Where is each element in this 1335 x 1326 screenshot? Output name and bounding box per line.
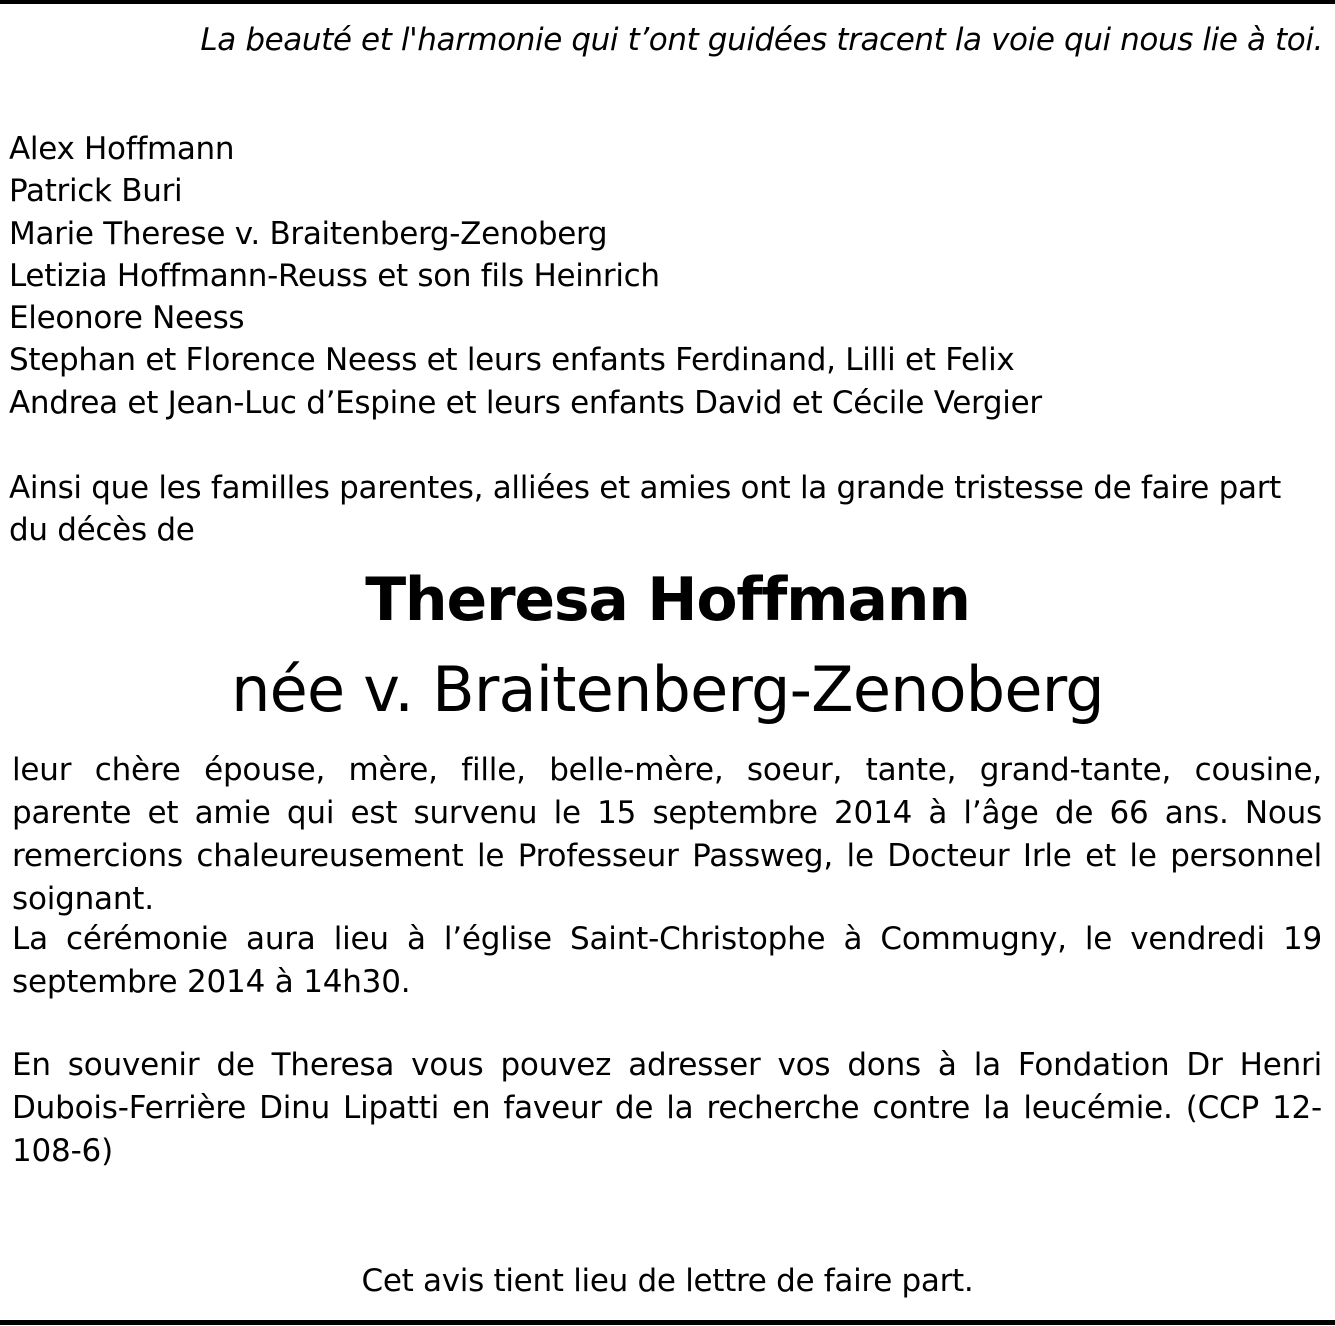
mourner-item: Marie Therese v. Braitenberg-Zenoberg: [9, 215, 608, 252]
deceased-maiden-name: née v. Braitenberg-Zenoberg: [231, 653, 1104, 726]
mourner-item: Stephan et Florence Neess et leurs enfants Ferdinand, Lilli et Felix: [9, 342, 1015, 379]
tribute-paragraph: leur chère épouse, mère, fille, belle-mère, soeur, tante, grand-tante, cousine, parente et amie qui est survenu le 15 septembre 2014 à l’âge de 66 ans. Nous remercions chaleureusement le Professeur Passweg, le Docteur Irle et le personnel soignant.: [12, 752, 1322, 917]
mourner-item: Letizia Hoffmann-Reuss et son fils Heinrich: [9, 257, 660, 294]
epigraph: La beauté et l'harmonie qui t’ont guidées tracent la voie qui nous lie à toi.: [200, 22, 1323, 58]
ceremony-paragraph: La cérémonie aura lieu à l’église Saint-Christophe à Commugny, le vendredi 19 septembre 2014 à 14h30.: [12, 921, 1322, 1000]
mourner-item: Andrea et Jean-Luc d’Espine et leurs enfants David et Cécile Vergier: [9, 384, 1042, 421]
mourners-list: [9, 128, 1042, 424]
mourner-item: Eleonore Neess: [9, 300, 245, 337]
bottom-rule: [0, 1320, 1335, 1325]
deceased-name: Theresa Hoffmann: [365, 565, 970, 635]
intro-text: Ainsi que les familles parentes, alliées et amies ont la grande tristesse de faire part du décès de: [9, 470, 1282, 548]
closing-note: Cet avis tient lieu de lettre de faire part.: [361, 1263, 974, 1299]
mourner-item: Alex Hoffmann: [9, 131, 235, 167]
mourner-item: Patrick Buri: [9, 173, 183, 210]
donations-paragraph: En souvenir de Theresa vous pouvez adresser vos dons à la Fondation Dr Henri Dubois-Ferrière Dinu Lipatti en faveur de la recherche contre la leucémie. (CCP 12-108-6): [12, 1047, 1322, 1169]
top-rule: [0, 0, 1335, 4]
